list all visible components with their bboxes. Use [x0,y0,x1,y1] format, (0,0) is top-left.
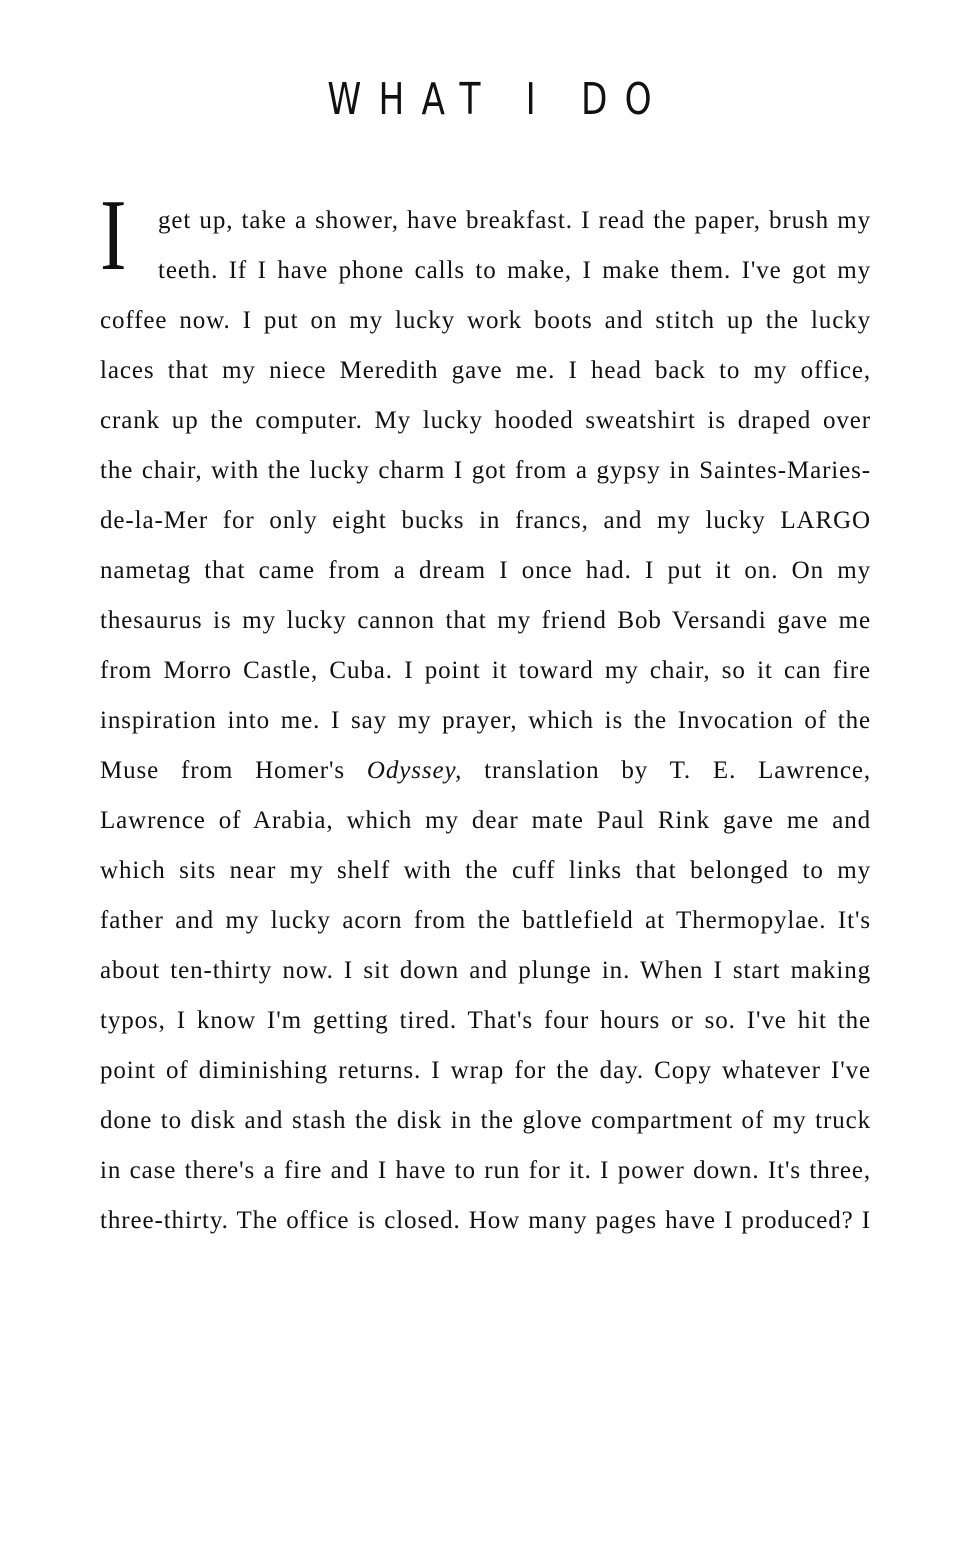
chapter-title: WHAT I DO [327,74,669,125]
drop-cap: I [100,179,128,292]
paragraph-text-part-1: get up, take a shower, have breakfast. I read the paper, brush my teeth. If I have phone calls to make, I make them. I've got my coffee now. I put on my lucky work boots and stitch up the lucky laces that my niece Meredith gave me. I head back to my office, crank up the computer. My lucky hooded sweatshirt is draped over the chair, with the lucky charm I got from a gypsy in Saintes-Maries-de-la-Mer for only eight bucks in francs, and my lucky LARGO nametag that came from a dream I once had. I put it on. On my thesaurus is my lucky cannon that my friend Bob Versandi gave me from Morro Castle, Cuba. I point it toward my chair, so it can fire inspiration into me. I say my prayer, which is the Invocation of the Muse from Homer's [100,207,871,784]
book-title-italic: Odyssey, [366,757,463,784]
body-paragraph [100,179,872,1246]
paragraph-text-part-2: translation by T. E. Lawrence, Lawrence of Arabia, which my dear mate Paul Rink gave me and which sits near my shelf with the cuff links that belonged to my father and my lucky acorn from the battlefield at Thermopylae. It's about ten-thirty now. I sit down and plunge in. When I start making typos, I know I'm getting tired. That's four hours or so. I've hit the point of diminishing returns. I wrap for the day. Copy whatever I've done to disk and stash the disk in the glove compartment of my truck in case there's a fire and I have to run for it. I power down. It's three, three-thirty. The office is closed. How many pages have I produced? I [100,757,872,1234]
